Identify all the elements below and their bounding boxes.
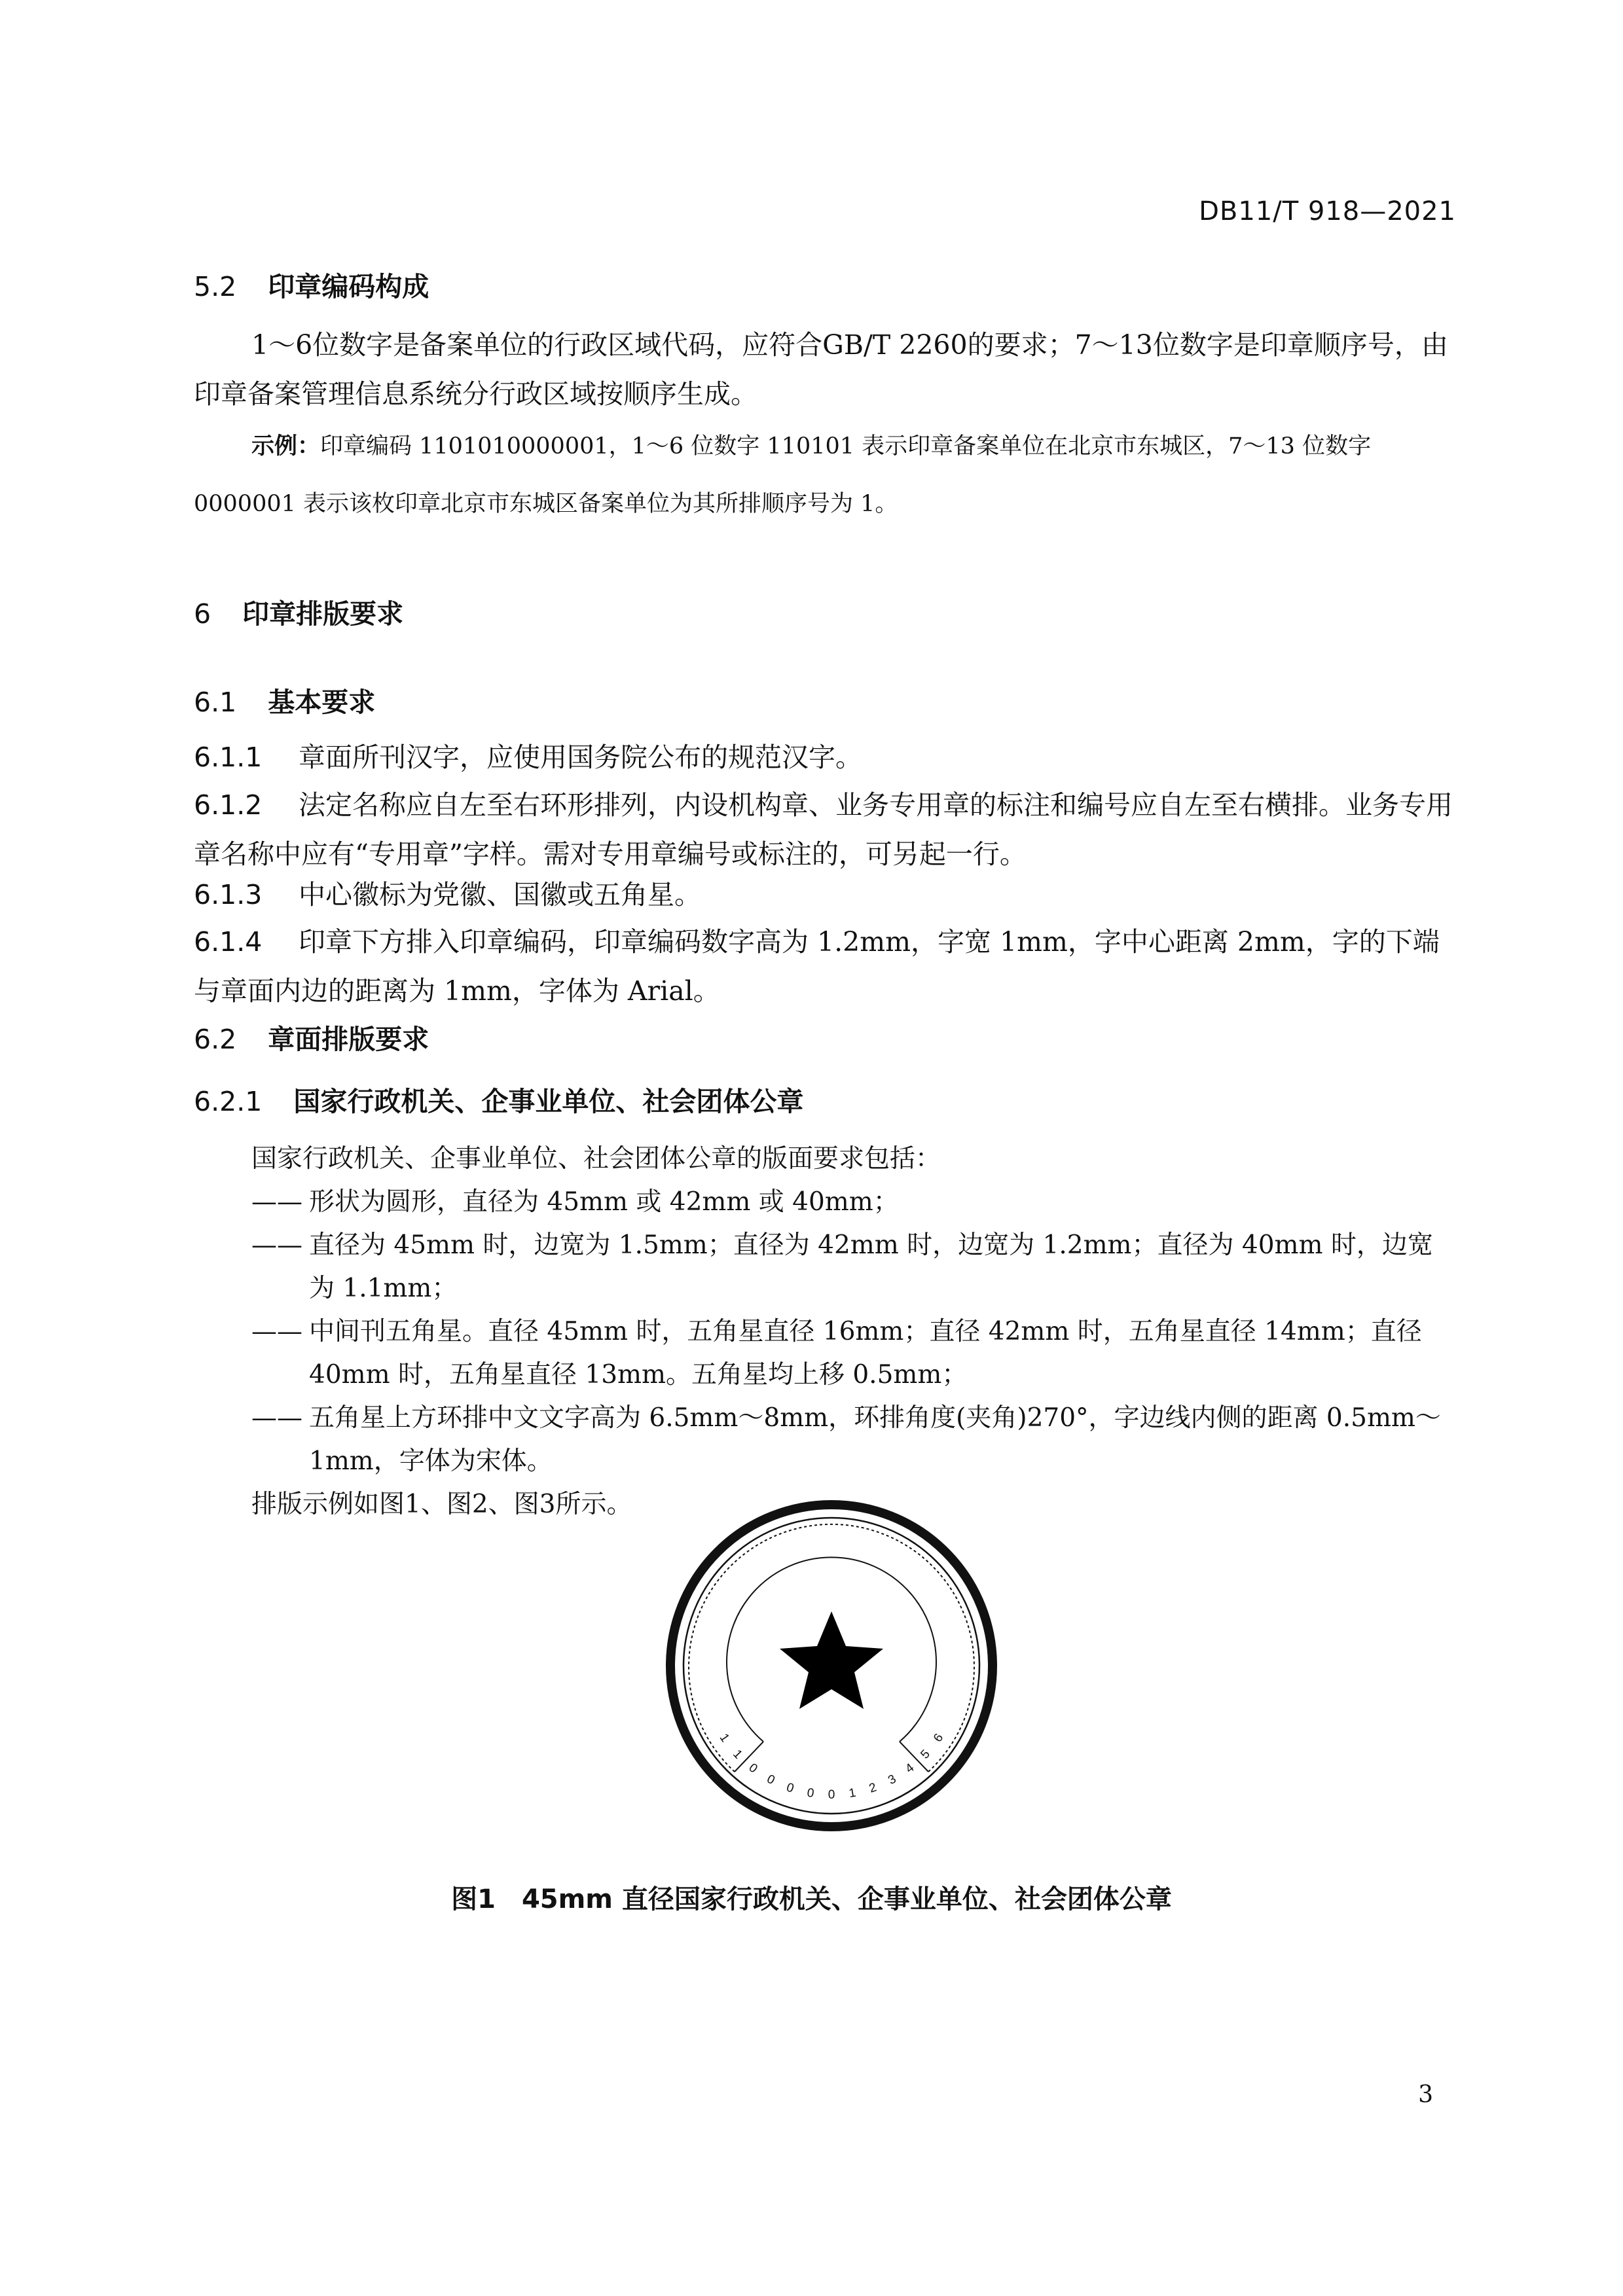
list-item-text: 中间刊五角星。直径 45mm 时，五角星直径 16mm；直径 42mm 时，五角星直径 14mm；直径 40mm 时，五角星直径 13mm。五角星均上移 0.5mm；	[309, 1317, 1422, 1390]
clause-6-1-4	[194, 918, 1457, 1016]
clause-number: 6.1.3	[194, 879, 263, 910]
list-intro: 国家行政机关、企事业单位、社会团体公章的版面要求包括：	[251, 1144, 941, 1174]
clause-text: 印章下方排入印章编码，印章编码数字高为 1.2mm，字宽 1mm，字中心距离 2mm，字的下端与章面内边的距离为 1mm，字体为 Arial。	[194, 926, 1440, 1007]
section-title: 印章排版要求	[242, 598, 404, 630]
list-item	[251, 1397, 1457, 1483]
clause-text: 法定名称应自左至右环形排列，内设机构章、业务专用章的标注和编号应自左至右横排。业务专用章名称中应有“专用章”字样。需对专用章编号或标注的，可另起一行。	[194, 789, 1453, 870]
clause-6-1-1	[194, 733, 1457, 782]
section-title: 国家行政机关、企事业单位、社会团体公章	[293, 1086, 804, 1117]
list-item-text: 直径为 45mm 时，边宽为 1.5mm；直径为 42mm 时，边宽为 1.2mm；直径为 40mm 时，边宽为 1.1mm；	[309, 1230, 1433, 1303]
list-item-text: 形状为圆形，直径为 45mm 或 42mm 或 40mm；	[309, 1187, 899, 1217]
list-item-text: 五角星上方环排中文文字高为 6.5mm～8mm，环排角度(夹角)270°，字边线内侧的距离 0.5mm～1mm，字体为宋体。	[309, 1403, 1441, 1476]
clause-6-1-2	[194, 781, 1457, 879]
section-number: 6.2.1	[194, 1086, 263, 1117]
five-pointed-star-icon	[780, 1611, 883, 1709]
standard-code: DB11/T 918—2021	[1199, 196, 1456, 226]
section-number: 6	[194, 598, 211, 630]
seal-code-digit: 0	[764, 1772, 777, 1788]
dash-marker: ——	[251, 1403, 302, 1433]
section-number: 6.1	[194, 687, 237, 718]
section-5-2-paragraph: 1～6位数字是备案单位的行政区域代码，应符合GB/T 2260的要求；7～13位数字是印章顺序号，由印章备案管理信息系统分行政区域按顺序生成。	[194, 329, 1448, 410]
dash-marker: ——	[251, 1317, 302, 1346]
section-number: 6.2	[194, 1024, 237, 1055]
seal-code-digit: 0	[746, 1761, 760, 1776]
section-6-2-1-heading	[194, 1080, 803, 1119]
clause-6-1-3	[194, 870, 1457, 920]
section-5-2-heading	[194, 265, 429, 304]
list-item	[251, 1181, 1457, 1224]
dash-marker: ——	[251, 1230, 302, 1260]
clause-text: 章面所刊汉字，应使用国务院公布的规范汉字。	[299, 742, 862, 773]
seal-code-digit: 1	[716, 1731, 732, 1745]
section-title: 章面排版要求	[268, 1024, 429, 1055]
seal-code-digit: 5	[918, 1747, 933, 1762]
list-closing: 排版示例如图1、图2、图3所示。	[251, 1490, 632, 1519]
section-title: 基本要求	[268, 687, 376, 718]
section-6-heading	[194, 592, 403, 631]
seal-code-digit: 3	[886, 1772, 899, 1788]
example-lead: 示例：	[251, 433, 321, 459]
figure-caption: 图1 45mm 直径国家行政机关、企事业单位、社会团体公章	[451, 1884, 1172, 1914]
seal-code-digit: 0	[828, 1788, 835, 1803]
section-6-2-heading	[194, 1018, 429, 1056]
clause-number: 6.1.1	[194, 742, 263, 773]
list-item	[251, 1310, 1457, 1397]
seal-code-digit: 1	[730, 1747, 745, 1762]
clause-number: 6.1.2	[194, 789, 263, 821]
seal-code-digit: 6	[931, 1731, 947, 1745]
seal-code-digit: 0	[784, 1780, 796, 1796]
dash-marker: ——	[251, 1187, 302, 1217]
requirements-list	[251, 1138, 1457, 1526]
seal-code-digit: 4	[903, 1761, 917, 1776]
example-text: 印章编码 1101010000001，1～6 位数字 110101 表示印章备案单位在北京市东城区，7～13 位数字 0000001 表示该枚印章北京市东城区备案单位为其所排顺序号为 1。	[194, 433, 1372, 517]
section-6-1-heading	[194, 681, 375, 719]
section-title: 印章编码构成	[268, 271, 429, 302]
seal-code-digit: 0	[806, 1785, 815, 1801]
list-item	[251, 1224, 1457, 1310]
page-number: 3	[1418, 2081, 1433, 2108]
example-note	[194, 418, 1457, 533]
seal-code-digit: 1	[848, 1785, 857, 1801]
clause-text: 中心徽标为党徽、国徽或五角星。	[299, 879, 701, 910]
seal-code-digit: 2	[867, 1780, 879, 1796]
seal-diagram	[661, 1496, 1002, 1836]
seal-code-digits	[717, 1731, 947, 1802]
clause-number: 6.1.4	[194, 926, 263, 958]
section-number: 5.2	[194, 271, 237, 302]
